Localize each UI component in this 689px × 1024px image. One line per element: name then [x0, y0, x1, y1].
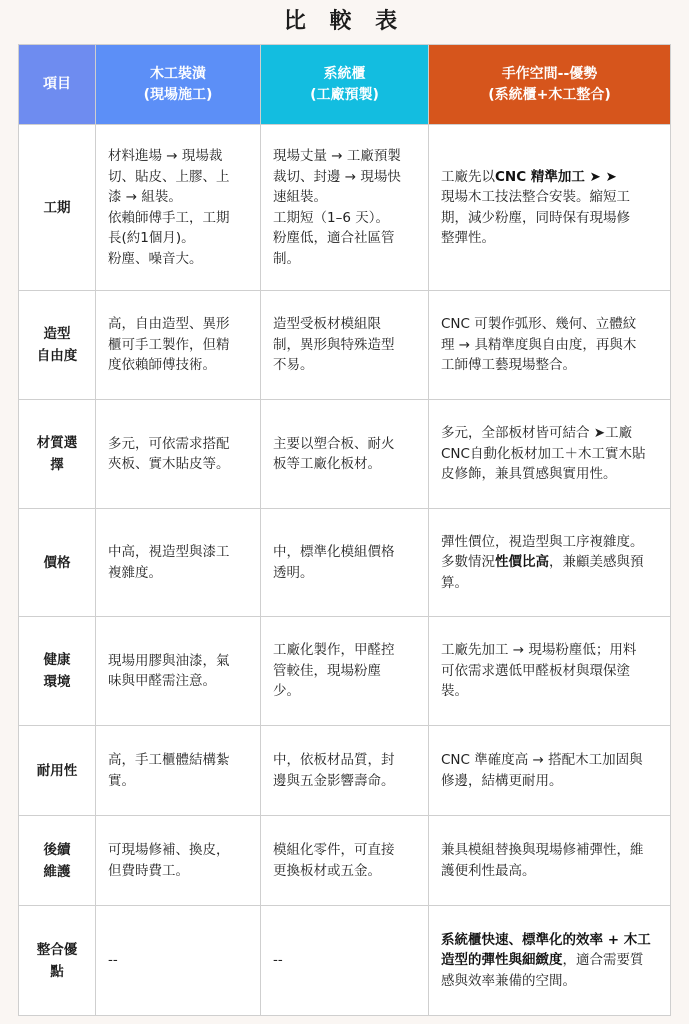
- cell-line: [441, 950, 658, 971]
- bold-text: 系統櫃快速、標準化的效率 + 木工: [441, 931, 651, 948]
- row-label-maintenance: [19, 816, 96, 906]
- bold-text: CNC 精準加工 ➤ ➤: [495, 168, 617, 185]
- row-label-line: 維護: [43, 863, 71, 880]
- cell-line: 工期短（1–6 天）。: [273, 209, 389, 226]
- cell-line: [441, 167, 658, 188]
- cell-system: [261, 291, 429, 400]
- bold-text: 性價比高: [495, 554, 549, 571]
- cell-system: [261, 400, 429, 509]
- header-row: [19, 45, 671, 125]
- cell-line: 中，依板材品質，封: [273, 752, 395, 768]
- row-label-integration: [19, 906, 96, 1016]
- cell-system: [261, 509, 429, 617]
- cell-line: 多元，可依需求搭配: [108, 435, 230, 452]
- cell-line: 整彈性。: [441, 230, 495, 246]
- table-row: [19, 400, 671, 509]
- row-label-line: 環境: [43, 674, 71, 690]
- cell-line: 主要以塑合板、耐火: [273, 435, 395, 452]
- cell-line: 中高，視造型與漆工: [108, 544, 230, 560]
- cell-line: 工廠先加工 → 現場粉塵低；用料: [441, 642, 637, 659]
- cell-line: 彈性價位，視造型與工序複雜度。: [441, 533, 644, 550]
- cell-line: 高，手工櫃體結構紮: [108, 752, 230, 768]
- cell-line: CNC 準確度高 → 搭配木工加固與: [441, 752, 643, 768]
- text-segment: 工廠先以: [441, 168, 495, 185]
- cell-line: 依賴師傅手工，工期: [108, 209, 230, 226]
- cell-line: 修邊，結構更耐用。: [441, 772, 563, 789]
- cell-line: [441, 552, 658, 573]
- cell-line: 理 → 具精準度與自由度，再與木: [441, 336, 637, 353]
- cell-woodwork: [96, 906, 261, 1016]
- cell-handmade: [429, 125, 671, 291]
- cell-line: 粉塵低，適合社區管: [273, 230, 395, 246]
- cell-line: CNC 可製作弧形、幾何、立體紋: [441, 316, 637, 333]
- cell-line: 可現場修補、換皮，: [108, 842, 230, 858]
- header-system-title: 系統櫃: [323, 65, 366, 82]
- cell-woodwork: [96, 291, 261, 400]
- row-label-price: [19, 509, 96, 617]
- cell-line: 櫃可手工製作，但精: [108, 336, 230, 353]
- cell-line: 中，標準化模組價格: [273, 544, 395, 560]
- cell-line: 漆 → 組裝。: [108, 189, 182, 205]
- header-woodwork: [96, 45, 261, 125]
- cell-line: 邊與五金影響壽命。: [273, 772, 395, 789]
- cell-line: 算。: [441, 574, 468, 591]
- cell-woodwork: [96, 509, 261, 617]
- cell-system: [261, 617, 429, 726]
- cell-line: 工師傅工藝現場整合。: [441, 357, 576, 374]
- cell-line: 皮修飾，兼具質感與實用性。: [441, 466, 617, 483]
- cell-line: 護便利性最高。: [441, 862, 536, 879]
- cell-line: 材料進場 → 現場裁: [108, 148, 223, 164]
- cell-line: 裁切、封邊 → 現場快: [273, 168, 401, 185]
- cell-woodwork: [96, 816, 261, 906]
- header-item: [19, 45, 96, 125]
- row-label-line: 材質選: [36, 435, 78, 451]
- cell-line: 長(約1個月)。: [108, 230, 195, 246]
- text-segment: 多數情況: [441, 554, 495, 571]
- row-label-duration: [19, 125, 96, 291]
- table-row: [19, 125, 671, 291]
- cell-woodwork: [96, 125, 261, 291]
- table-row: [19, 726, 671, 816]
- page-title: 比 較 表: [283, 9, 406, 34]
- cell-line: 粉塵、噪音大。: [108, 250, 203, 267]
- cell-woodwork: [96, 617, 261, 726]
- row-label-line: 造型: [43, 326, 71, 342]
- table-row: [19, 291, 671, 400]
- text-segment: ，適合需要質: [562, 952, 644, 969]
- header-handmade-title: 手作空間--優勢: [501, 65, 598, 82]
- cell-system: [261, 726, 429, 816]
- cell-line: 現場木工技法整合安裝。縮短工: [441, 189, 630, 205]
- row-label-line: 後續: [43, 841, 71, 858]
- table-row: [19, 906, 671, 1016]
- cell-line: --: [273, 952, 283, 969]
- header-system-cabinet: [261, 45, 429, 125]
- row-label-design-freedom: [19, 291, 96, 400]
- cell-line: 制。: [273, 250, 300, 267]
- cell-line: 複雜度。: [108, 564, 162, 581]
- cell-handmade: [429, 509, 671, 617]
- comparison-table: [18, 44, 671, 1016]
- cell-line: 透明。: [273, 564, 314, 581]
- cell-line: 感與效率兼備的空間。: [441, 972, 576, 989]
- row-label-line: 整合優: [36, 941, 78, 958]
- row-label-line: 健康: [43, 652, 71, 668]
- cell-handmade: [429, 400, 671, 509]
- table-row: [19, 816, 671, 906]
- row-label-line: 擇: [50, 457, 64, 473]
- cell-line: 造型受板材模組限: [273, 316, 381, 333]
- row-label-durability: [19, 726, 96, 816]
- header-woodwork-title: 木工裝潢: [150, 65, 206, 82]
- row-label-line: 自由度: [36, 348, 78, 364]
- table-row: [19, 617, 671, 726]
- cell-line: 管較佳，現場粉塵: [273, 662, 381, 679]
- cell-line: 實。: [108, 772, 135, 789]
- header-item-label: 項目: [43, 76, 71, 92]
- cell-woodwork: [96, 400, 261, 509]
- cell-line: --: [108, 952, 118, 969]
- row-label-line: 工期: [43, 199, 71, 216]
- row-label-line: 價格: [43, 554, 71, 571]
- header-woodwork-subtitle: (現場施工): [143, 86, 213, 103]
- cell-line: 現場丈量 → 工廠預製: [273, 148, 401, 164]
- cell-line: 更換板材或五金。: [273, 862, 381, 879]
- cell-line: 裝。: [441, 683, 468, 700]
- cell-line: 板等工廠化板材。: [273, 456, 381, 472]
- cell-line: 不易。: [273, 357, 314, 374]
- cell-line: 切、貼皮、上膠、上: [108, 168, 230, 185]
- cell-handmade: [429, 617, 671, 726]
- cell-line: CNC自動化板材加工＋木工實木貼: [441, 445, 646, 462]
- cell-line: 多元，全部板材皆可結合 ➤工廠: [441, 425, 633, 442]
- cell-system: [261, 816, 429, 906]
- row-label-line: 耐用性: [36, 762, 78, 779]
- cell-handmade: [429, 906, 671, 1016]
- cell-line: 模組化零件，可直接: [273, 842, 395, 858]
- table-row: [19, 509, 671, 617]
- header-system-subtitle: (工廠預製): [310, 86, 379, 103]
- cell-line: 現場用膠與油漆，氣: [108, 652, 230, 669]
- cell-system: [261, 906, 429, 1016]
- cell-line: 夾板、實木貼皮等。: [108, 456, 230, 472]
- text-segment: ，兼顧美感與預: [549, 554, 644, 571]
- cell-line: 兼具模組替換與現場修補彈性，維: [441, 842, 644, 858]
- header-handmade-subtitle: (系統櫃+木工整合): [488, 86, 611, 103]
- cell-line: 制，異形與特殊造型: [273, 336, 395, 353]
- cell-handmade: [429, 726, 671, 816]
- row-label-line: 點: [50, 963, 64, 980]
- cell-handmade: [429, 291, 671, 400]
- cell-line: 工廠化製作，甲醛控: [273, 642, 395, 659]
- cell-line: 味與甲醛需注意。: [108, 673, 216, 689]
- cell-line: 高，自由造型、異形: [108, 316, 230, 333]
- cell-woodwork: [96, 726, 261, 816]
- cell-line: 但費時費工。: [108, 862, 189, 879]
- cell-line: 少。: [273, 683, 300, 700]
- row-label-health: [19, 617, 96, 726]
- cell-line: 期，減少粉塵，同時保有現場修: [441, 209, 630, 226]
- cell-handmade: [429, 816, 671, 906]
- cell-line: 度依賴師傅技術。: [108, 357, 216, 374]
- row-label-material: [19, 400, 96, 509]
- cell-system: [261, 125, 429, 291]
- bold-text: 造型的彈性與細緻度: [441, 952, 563, 969]
- cell-line: 可依需求選低甲醛板材與環保塗: [441, 662, 630, 679]
- header-handmade-space: [429, 45, 671, 125]
- cell-line: 速組裝。: [273, 189, 327, 205]
